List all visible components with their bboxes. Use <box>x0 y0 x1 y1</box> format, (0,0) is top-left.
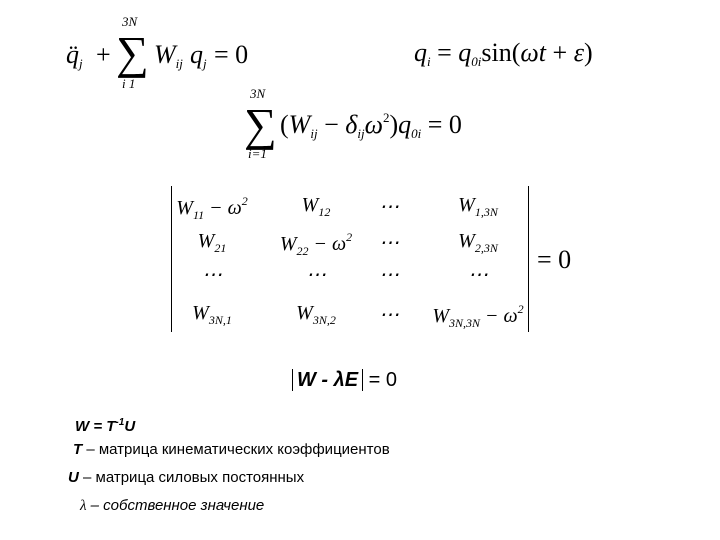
sum-upper-limit: 3N <box>122 14 138 29</box>
amplitude-expression: $(W_{ij} - \delta_{ij}\omega^2)q_{0i} = 0$ <box>280 110 462 141</box>
matrix-cell: ⋯ <box>468 264 488 286</box>
W-term: $W_{ij}$ <box>154 40 183 71</box>
matrix-cell: ⋯ <box>379 264 399 286</box>
matrix-cell: $W_{22} - \omega^2$ <box>279 230 353 258</box>
characteristic-equation <box>292 369 397 392</box>
matrix-cell: $W_{3N,3N} - \omega^2$ <box>432 302 524 330</box>
equals-zero: = 0 <box>214 40 249 69</box>
equals-zero: = 0 <box>363 369 398 391</box>
equation-equations-of-motion <box>66 12 266 94</box>
matrix-cell: $W_{21}$ <box>197 230 227 255</box>
equation-harmonic-solution: $q_i = q_{0i}\sin(\omega t + \varepsilon)$ <box>414 38 593 69</box>
q-term: $q_j$ <box>190 40 207 71</box>
matrix-cell: ⋯ <box>379 304 399 326</box>
sum-lower-limit: i 1 <box>122 76 136 91</box>
sigma-symbol: ∑ <box>244 99 277 150</box>
matrix-cell: $W_{12}$ <box>301 194 331 219</box>
q-double-dot: $q̈_j$ <box>66 40 83 71</box>
determinant-equals-zero: = 0 <box>537 245 572 274</box>
matrix-cell: $W_{11} - \omega^2$ <box>176 194 248 222</box>
note-U-definition: U – матрица силовых постоянных <box>68 469 305 486</box>
determinant-right-bar <box>528 186 529 332</box>
note-lambda-definition: λ – собственное значение <box>80 497 265 514</box>
matrix-cell: $W_{1,3N}$ <box>458 194 498 219</box>
matrix-cell: $W_{2,3N}$ <box>458 230 498 255</box>
note-W-definition: $W = T^{-1}U$ <box>75 417 136 435</box>
sum-lower-limit: i=1 <box>248 146 267 161</box>
matrix-cell: ⋯ <box>306 264 326 286</box>
determinant-left-bar <box>171 186 172 332</box>
matrix-cell: $W_{3N,1}$ <box>192 302 232 327</box>
matrix-cell: ⋯ <box>379 196 399 218</box>
matrix-cell: ⋯ <box>379 232 399 254</box>
sum-upper-limit: 3N <box>250 86 266 101</box>
equation-amplitude-system <box>240 86 500 162</box>
sigma-symbol: ∑ <box>116 27 149 78</box>
matrix-cell: $W_{3N,2}$ <box>296 302 336 327</box>
determinant-expression: W - λE <box>292 369 363 391</box>
matrix-cell: ⋯ <box>202 264 222 286</box>
plus-sign: + <box>96 40 111 69</box>
note-T-definition: T – матрица кинематических коэффициентов <box>73 441 390 458</box>
